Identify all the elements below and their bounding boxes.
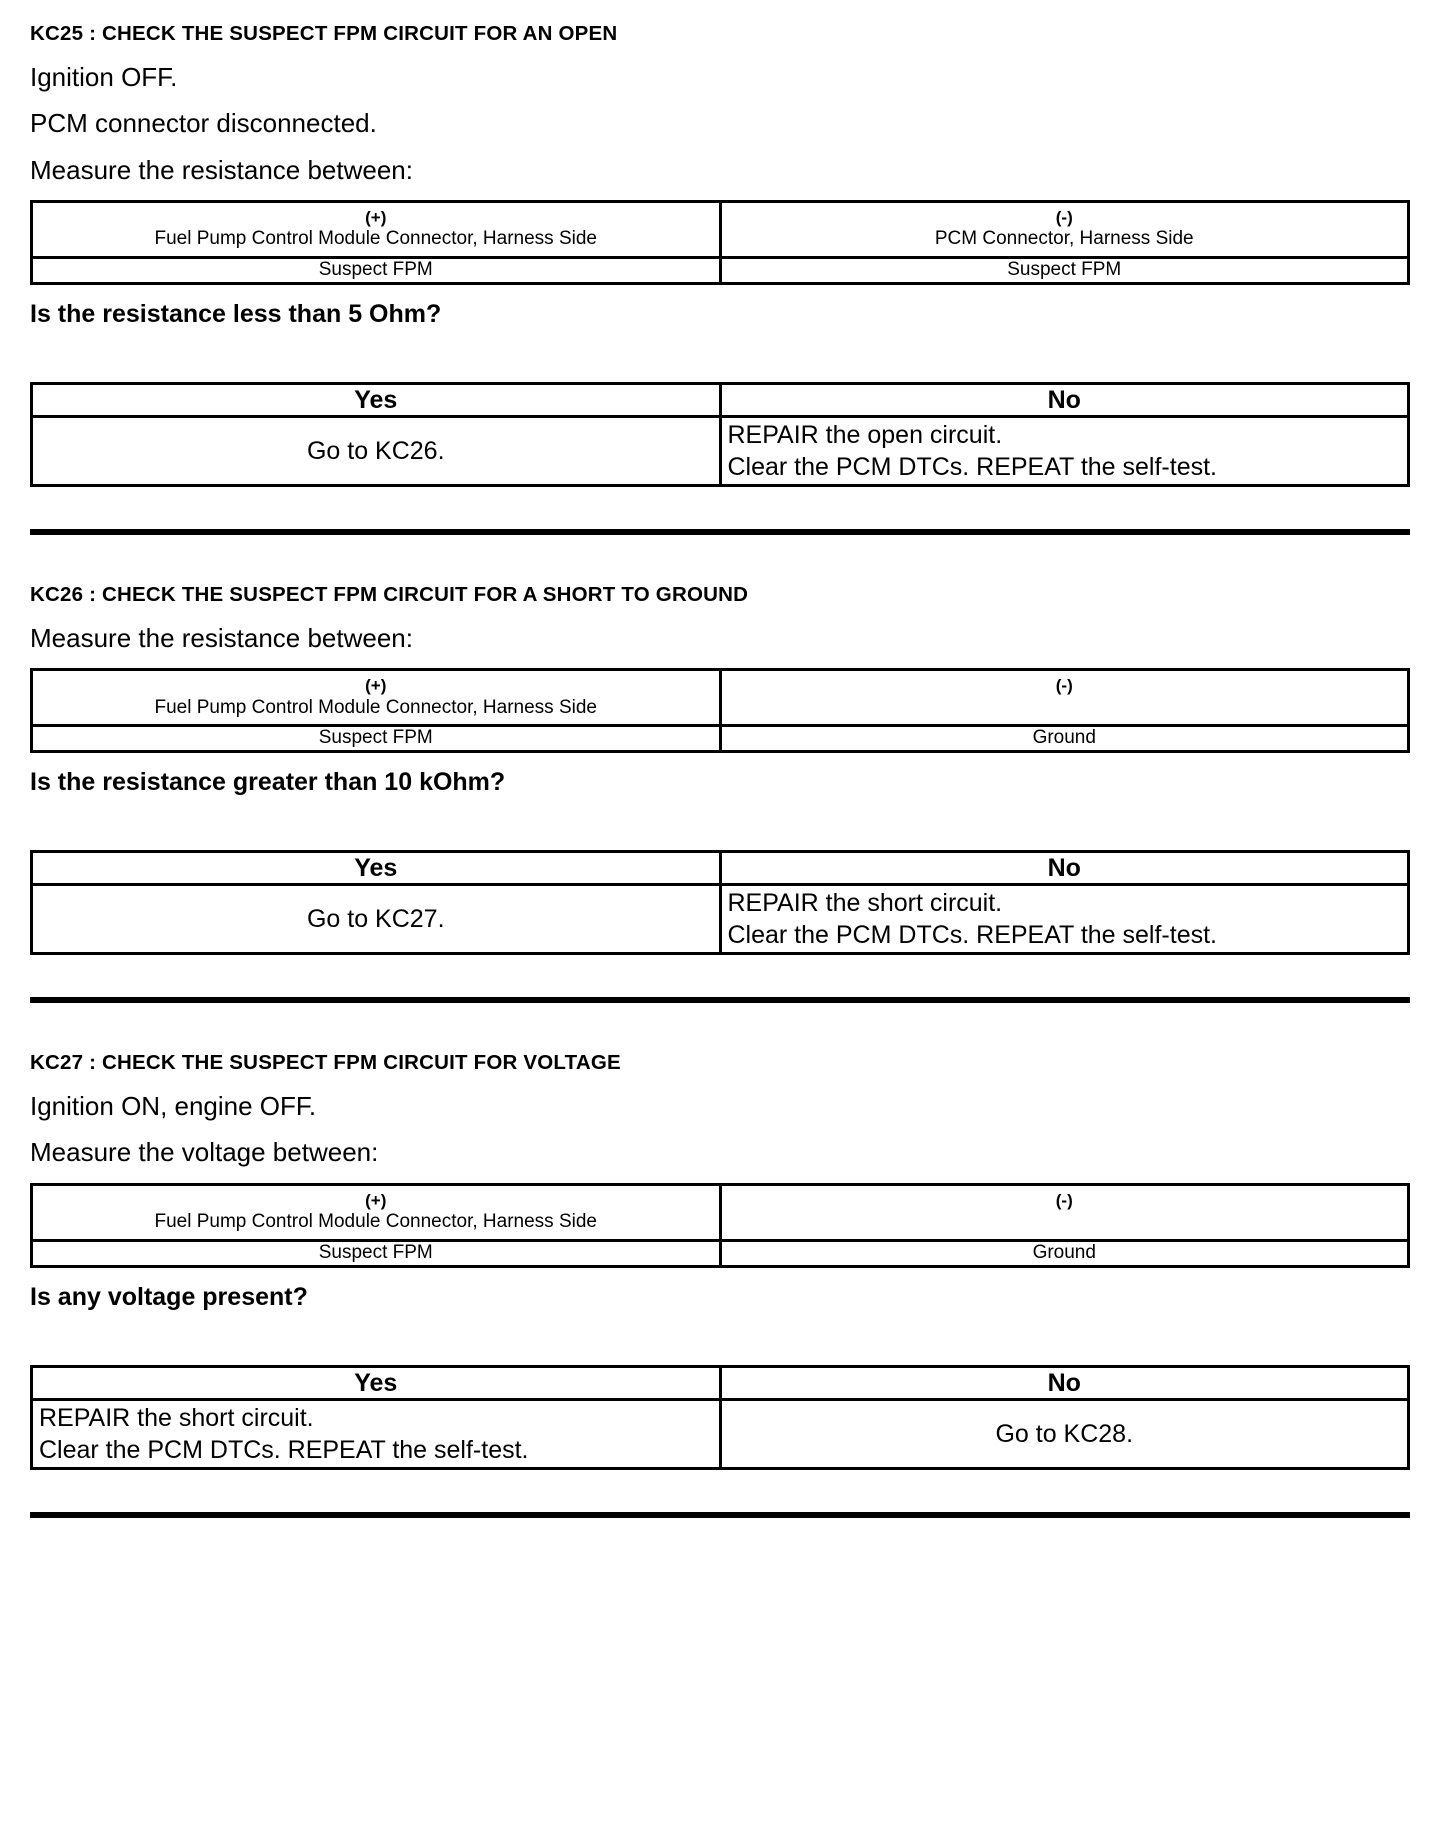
yes-header: Yes <box>32 384 721 417</box>
diagnostic-step-kc26 <box>30 583 1410 1051</box>
measurement-negative-header <box>720 670 1409 726</box>
no-action-line1: REPAIR the short circuit. <box>727 888 1003 917</box>
connector-label: PCM Connector, Harness Side <box>934 228 1194 250</box>
yes-no-table <box>30 850 1410 955</box>
no-action <box>720 885 1409 954</box>
yes-header: Yes <box>32 852 721 885</box>
measurement-positive-value: Suspect FPM <box>32 726 721 752</box>
spacer <box>30 1003 1410 1051</box>
spacer <box>30 535 1410 583</box>
step-title: KC25 : CHECK THE SUSPECT FPM CIRCUIT FOR AN OPEN <box>30 22 618 45</box>
measurement-table <box>30 200 1410 285</box>
no-action-line1: Go to KC28. <box>995 1419 1134 1448</box>
diagnostic-step-kc25 <box>30 22 1410 583</box>
yes-action-line1: REPAIR the short circuit. <box>39 1403 314 1432</box>
step-instruction: Ignition ON, engine OFF. <box>30 1090 317 1121</box>
step-instruction: Measure the voltage between: <box>30 1137 379 1168</box>
table-row <box>32 726 1409 752</box>
polarity-label: (+) <box>365 208 387 228</box>
measurement-positive-value: Suspect FPM <box>32 258 721 284</box>
polarity-label: (+) <box>365 676 387 696</box>
measurement-negative-header <box>720 1184 1409 1240</box>
step-instruction: Measure the resistance between: <box>30 622 413 653</box>
table-row <box>32 1241 1409 1267</box>
table-row <box>32 258 1409 284</box>
yes-action-line1: Go to KC26. <box>306 436 445 465</box>
yes-action-line2: Clear the PCM DTCs. REPEAT the self-test. <box>39 1436 529 1465</box>
connector-label: Fuel Pump Control Module Connector, Harness Side <box>154 1211 597 1233</box>
step-question: Is the resistance greater than 10 kOhm? <box>30 768 506 797</box>
polarity-label: (+) <box>365 1190 387 1210</box>
table-row <box>32 384 1409 417</box>
step-question: Is the resistance less than 5 Ohm? <box>30 299 442 328</box>
table-row <box>32 1400 1409 1469</box>
measurement-negative-value: Suspect FPM <box>720 258 1409 284</box>
measurement-table <box>30 668 1410 753</box>
table-row <box>32 1367 1409 1400</box>
step-question: Is any voltage present? <box>30 1282 308 1311</box>
no-header: No <box>720 1367 1409 1400</box>
measurement-negative-value: Ground <box>720 1241 1409 1267</box>
measurement-negative-header <box>720 202 1409 258</box>
connector-label <box>728 1211 1402 1234</box>
diagnostic-step-kc27 <box>30 1051 1410 1518</box>
measurement-positive-value: Suspect FPM <box>32 1241 721 1267</box>
table-row <box>32 417 1409 486</box>
step-instruction: PCM connector disconnected. <box>30 108 377 139</box>
yes-no-table <box>30 1365 1410 1470</box>
measurement-negative-value: Ground <box>720 726 1409 752</box>
no-header: No <box>720 384 1409 417</box>
connector-label <box>728 697 1402 720</box>
table-row <box>32 670 1409 726</box>
table-row <box>32 1184 1409 1240</box>
no-action-line2: Clear the PCM DTCs. REPEAT the self-test. <box>727 453 1217 482</box>
yes-action <box>32 417 721 486</box>
step-title: KC27 : CHECK THE SUSPECT FPM CIRCUIT FOR VOLTAGE <box>30 1051 621 1075</box>
measurement-positive-header <box>32 1184 721 1240</box>
yes-action <box>32 1400 721 1469</box>
polarity-label: (-) <box>1055 208 1073 228</box>
measurement-positive-header <box>32 670 721 726</box>
no-action <box>720 1400 1409 1469</box>
no-action-line1: REPAIR the open circuit. <box>727 420 1003 449</box>
polarity-label: (-) <box>1055 1190 1073 1210</box>
table-row <box>32 885 1409 954</box>
measurement-table <box>30 1183 1410 1268</box>
yes-no-table <box>30 382 1410 487</box>
table-row <box>32 202 1409 258</box>
yes-action <box>32 885 721 954</box>
measurement-positive-header <box>32 202 721 258</box>
section-divider <box>30 1512 1410 1518</box>
yes-action-line1: Go to KC27. <box>306 905 445 934</box>
table-row <box>32 852 1409 885</box>
no-action <box>720 417 1409 486</box>
no-action-line2: Clear the PCM DTCs. REPEAT the self-test. <box>727 921 1217 950</box>
yes-header: Yes <box>32 1367 721 1400</box>
connector-label: Fuel Pump Control Module Connector, Harness Side <box>154 228 597 250</box>
step-instruction: Ignition OFF. <box>30 61 178 92</box>
connector-label: Fuel Pump Control Module Connector, Harness Side <box>154 696 597 718</box>
no-header: No <box>720 852 1409 885</box>
polarity-label: (-) <box>1055 676 1073 696</box>
step-instruction: Measure the resistance between: <box>30 154 413 185</box>
step-title: KC26 : CHECK THE SUSPECT FPM CIRCUIT FOR A SHORT TO GROUND <box>30 583 749 607</box>
